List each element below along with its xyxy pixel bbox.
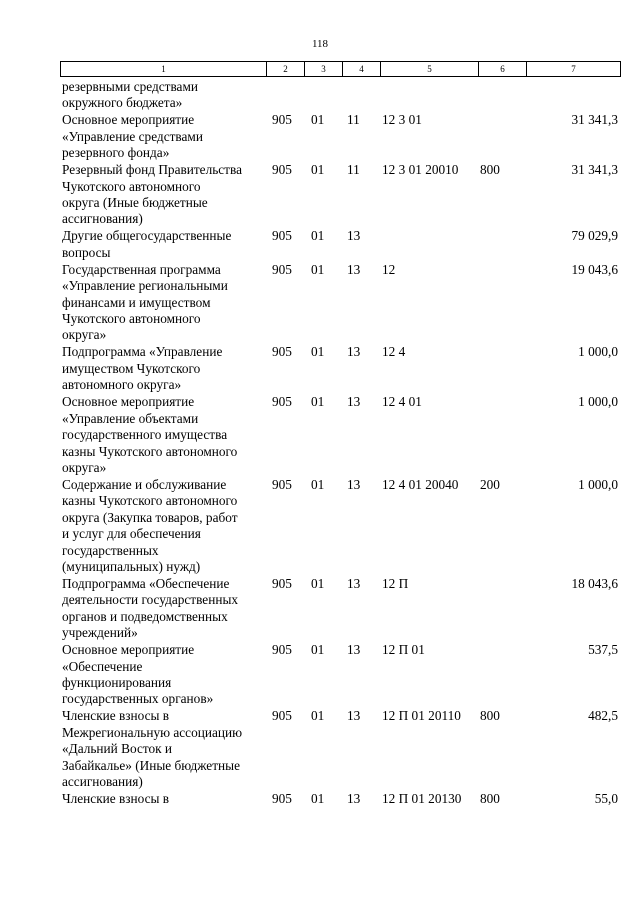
table-row — [60, 228, 620, 261]
admin-code-cell: 905 — [272, 791, 292, 806]
item-name-cell — [60, 477, 266, 575]
item-name-line: учреждений» — [62, 625, 138, 641]
expense-type-cell — [478, 344, 526, 393]
target-article-cell — [380, 79, 478, 112]
admin-code-cell: 905 — [272, 261, 292, 277]
item-name-cell — [60, 642, 266, 708]
subsection-cell — [342, 79, 380, 112]
item-name-line: «Дальний Восток и — [62, 741, 173, 757]
subsection-cell: 13 — [347, 394, 361, 410]
item-name-line: автономного округа» — [62, 377, 182, 393]
admin-code-cell: 905 — [272, 575, 292, 591]
item-name-cell — [60, 262, 266, 344]
expense-type-cell: 800 — [480, 162, 500, 178]
amount-cell: 482,5 — [588, 708, 618, 724]
item-name-line: казны Чукотского автономного — [62, 493, 238, 509]
column-header: 4 — [343, 62, 381, 77]
item-name-line: «Управление средствами — [62, 128, 203, 144]
item-name-line: Забайкалье» (Иные бюджетные — [62, 757, 240, 773]
section-cell: 01 — [311, 112, 325, 128]
expense-type-cell — [478, 262, 526, 344]
amount-cell: 1 000,0 — [578, 476, 618, 492]
expense-type-cell — [478, 642, 526, 708]
target-article-cell: 12 — [382, 261, 396, 277]
table-row — [60, 344, 620, 393]
target-article-cell: 12 П 01 20110 — [382, 708, 461, 724]
target-article-cell: 12 3 01 20010 — [382, 162, 459, 178]
item-name-line: резервного фонда» — [62, 145, 170, 161]
column-header-row — [61, 62, 621, 77]
page-number: 118 — [311, 38, 329, 50]
target-article-cell: 12 П — [382, 575, 409, 591]
item-name-line: вопросы — [62, 244, 111, 260]
subsection-cell: 11 — [347, 112, 360, 128]
table-row — [60, 112, 620, 161]
table-row — [60, 642, 620, 708]
amount-cell: 1 000,0 — [578, 394, 618, 410]
item-name-line: Чукотского автономного — [62, 311, 201, 327]
item-name-line: Содержание и обслуживание — [62, 476, 227, 492]
item-name-line: Межрегиональную ассоциацию — [62, 724, 243, 740]
item-name-line: финансами и имуществом — [62, 294, 211, 310]
expense-type-cell: 800 — [480, 708, 500, 724]
expense-type-cell — [478, 79, 526, 112]
expense-type-cell — [478, 228, 526, 261]
item-name-line: «Обеспечение — [62, 658, 143, 674]
item-name-cell — [60, 394, 266, 476]
item-name-line: округа» — [62, 459, 107, 475]
subsection-cell: 13 — [347, 575, 361, 591]
item-name-line: органов и подведомственных — [62, 608, 228, 624]
item-name-line: округа (Закупка товаров, работ — [62, 509, 238, 525]
item-name-line: «Управление региональными — [62, 278, 228, 294]
admin-code-cell: 905 — [272, 162, 292, 178]
item-name-line: (муниципальных) нужд) — [62, 558, 201, 574]
amount-cell: 31 341,3 — [571, 162, 618, 178]
subsection-cell: 13 — [347, 476, 361, 492]
amount-cell: 79 029,9 — [571, 228, 618, 244]
column-header: 1 — [61, 62, 267, 77]
admin-code-cell: 905 — [272, 642, 292, 658]
target-article-cell: 12 4 — [382, 344, 406, 360]
subsection-cell: 13 — [347, 791, 361, 806]
item-name-line: окружного бюджета» — [62, 95, 183, 111]
item-name-line: резервными средствами — [62, 79, 198, 94]
item-name-line: и услуг для обеспечения — [62, 526, 201, 542]
table-row — [60, 394, 620, 476]
table-row — [60, 576, 620, 642]
column-header: 6 — [479, 62, 527, 77]
section-cell: 01 — [311, 394, 325, 410]
item-name-line: Основное мероприятие — [62, 112, 195, 128]
section-cell — [304, 79, 342, 112]
amount-cell: 1 000,0 — [578, 344, 618, 360]
item-name-line: Подпрограмма «Обеспечение — [62, 575, 230, 591]
admin-code-cell — [266, 79, 304, 112]
target-article-cell: 12 4 01 — [382, 394, 422, 410]
item-name-line: Другие общегосударственные — [62, 228, 232, 244]
table-row — [60, 791, 620, 807]
expense-type-cell: 200 — [480, 476, 500, 492]
item-name-line: казны Чукотского автономного — [62, 443, 238, 459]
subsection-cell: 11 — [347, 162, 360, 178]
target-article-cell: 12 4 01 20040 — [382, 476, 459, 492]
item-name-line: Государственная программа — [62, 261, 221, 277]
subsection-cell: 13 — [347, 708, 361, 724]
item-name-cell — [60, 228, 266, 261]
admin-code-cell: 905 — [272, 344, 292, 360]
item-name-line: государственных — [62, 542, 159, 558]
item-name-line: ассигнования) — [62, 774, 143, 789]
column-header: 7 — [527, 62, 621, 77]
expense-type-cell — [478, 112, 526, 161]
table-row — [60, 162, 620, 228]
section-cell: 01 — [311, 344, 325, 360]
item-name-cell — [60, 791, 266, 807]
section-cell: 01 — [311, 708, 325, 724]
item-name-cell — [60, 708, 266, 790]
item-name-line: имуществом Чукотского — [62, 360, 201, 376]
subsection-cell: 13 — [347, 261, 361, 277]
item-name-cell — [60, 112, 266, 161]
column-header: 5 — [381, 62, 479, 77]
section-cell: 01 — [311, 162, 325, 178]
column-header-table — [60, 61, 621, 77]
amount-cell: 537,5 — [588, 642, 618, 658]
amount-cell: 55,0 — [594, 791, 618, 806]
item-name-line: функционирования — [62, 674, 172, 690]
admin-code-cell: 905 — [272, 708, 292, 724]
item-name-line: Чукотского автономного — [62, 178, 201, 194]
item-name-line: Основное мероприятие — [62, 394, 195, 410]
table-row — [60, 79, 620, 112]
subsection-cell: 13 — [347, 642, 361, 658]
table-row — [60, 708, 620, 790]
amount-cell: 19 043,6 — [571, 261, 618, 277]
expense-type-cell — [478, 576, 526, 642]
item-name-line: ассигнования) — [62, 211, 143, 227]
section-cell: 01 — [311, 261, 325, 277]
item-name-cell — [60, 344, 266, 393]
item-name-cell — [60, 162, 266, 228]
target-article-cell: 12 3 01 — [382, 112, 422, 128]
item-name-line: государственного имущества — [62, 427, 228, 443]
item-name-line: Членские взносы в — [62, 791, 170, 806]
item-name-line: государственных органов» — [62, 691, 214, 707]
section-cell: 01 — [311, 642, 325, 658]
item-name-line: Резервный фонд Правительства — [62, 162, 243, 178]
admin-code-cell: 905 — [272, 394, 292, 410]
section-cell: 01 — [311, 575, 325, 591]
target-article-cell: 12 П 01 20130 — [382, 791, 462, 806]
section-cell: 01 — [311, 476, 325, 492]
column-header: 2 — [267, 62, 305, 77]
item-name-line: округа (Иные бюджетные — [62, 195, 208, 211]
section-cell: 01 — [311, 228, 325, 244]
amount-cell — [526, 79, 620, 112]
expense-type-cell: 800 — [480, 791, 500, 806]
expense-type-cell — [478, 394, 526, 476]
column-header: 3 — [305, 62, 343, 77]
amount-cell: 18 043,6 — [571, 575, 618, 591]
item-name-line: округа» — [62, 327, 107, 343]
subsection-cell: 13 — [347, 228, 361, 244]
admin-code-cell: 905 — [272, 476, 292, 492]
item-name-line: Членские взносы в — [62, 708, 170, 724]
admin-code-cell: 905 — [272, 228, 292, 244]
item-name-cell — [60, 576, 266, 642]
item-name-line: Основное мероприятие — [62, 642, 195, 658]
table-row — [60, 477, 620, 575]
item-name-line: «Управление объектами — [62, 410, 199, 426]
target-article-cell: 12 П 01 — [382, 642, 425, 658]
item-name-line: Подпрограмма «Управление — [62, 344, 223, 360]
subsection-cell: 13 — [347, 344, 361, 360]
admin-code-cell: 905 — [272, 112, 292, 128]
item-name-line: деятельности государственных — [62, 592, 239, 608]
item-name-cell — [60, 79, 266, 112]
amount-cell: 31 341,3 — [571, 112, 618, 128]
table-row — [60, 262, 620, 344]
section-cell: 01 — [311, 791, 325, 806]
target-article-cell — [380, 228, 478, 261]
budget-table-body — [60, 79, 620, 808]
